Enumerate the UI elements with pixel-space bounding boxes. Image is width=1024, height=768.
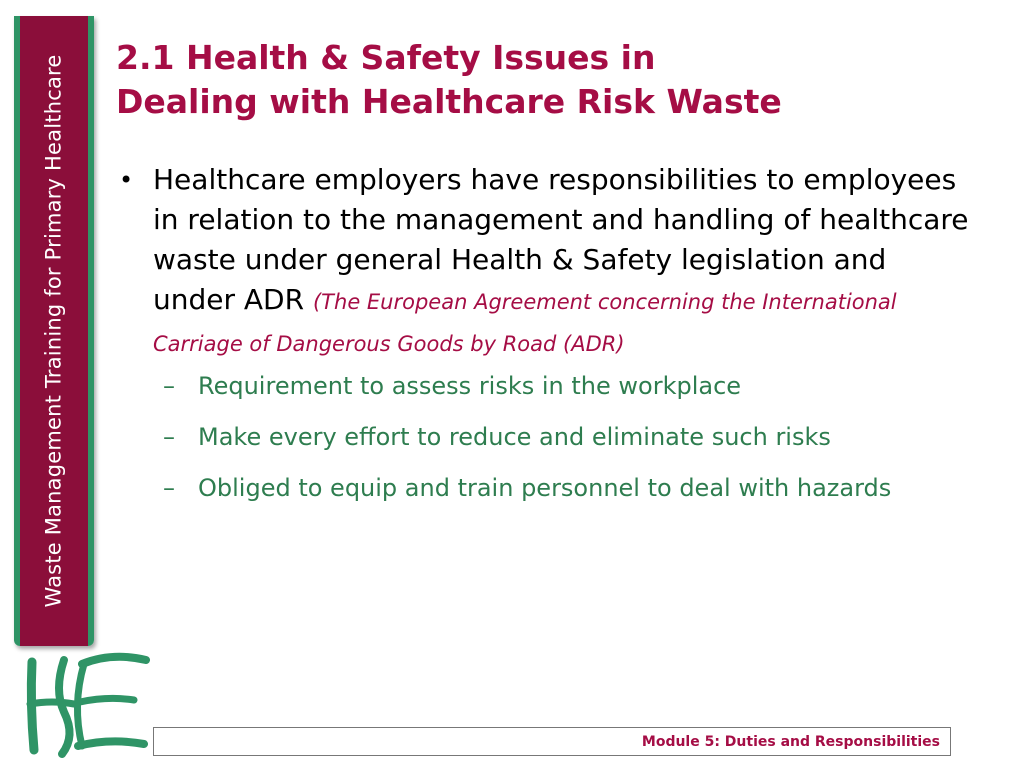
- sub-bullet-marker: –: [163, 372, 175, 400]
- sub-bullet: [163, 472, 976, 505]
- slide-content: [116, 160, 976, 523]
- main-bullet: [116, 160, 976, 364]
- title-line-2: Dealing with Healthcare Risk Waste: [116, 82, 782, 121]
- sub-bullet-text: Obliged to equip and train personnel to deal with hazards: [198, 474, 892, 502]
- title-line-1: 2.1 Health & Safety Issues in: [116, 38, 656, 77]
- sub-bullet-marker: –: [163, 423, 175, 451]
- sub-bullet-text: Make every effort to reduce and eliminate such risks: [198, 423, 831, 451]
- footer-bar: [153, 727, 951, 756]
- footer-module-label: Module 5: Duties and Responsibilities: [641, 734, 940, 750]
- sub-bullet: [163, 421, 976, 454]
- adr-note: (The European Agreement concerning the International Carriage of Dangerous Goods by Road (ADR): [153, 290, 897, 356]
- sub-bullet-list: [116, 370, 976, 505]
- hse-logo: [12, 650, 152, 760]
- main-bullet-text: Healthcare employers have responsibilities to employees in relation to the management and handling of healthcare waste under general Health & Safety legislation and under ADR: [153, 163, 969, 316]
- side-banner-label-wrap: [14, 16, 94, 646]
- slide-title: [116, 36, 996, 124]
- bullet-marker: •: [119, 166, 134, 194]
- sub-bullet-marker: –: [163, 474, 175, 502]
- sub-bullet-text: Requirement to assess risks in the workplace: [198, 372, 742, 400]
- side-banner-label: Waste Management Training for Primary Healthcare: [42, 54, 67, 608]
- sub-bullet: [163, 370, 976, 403]
